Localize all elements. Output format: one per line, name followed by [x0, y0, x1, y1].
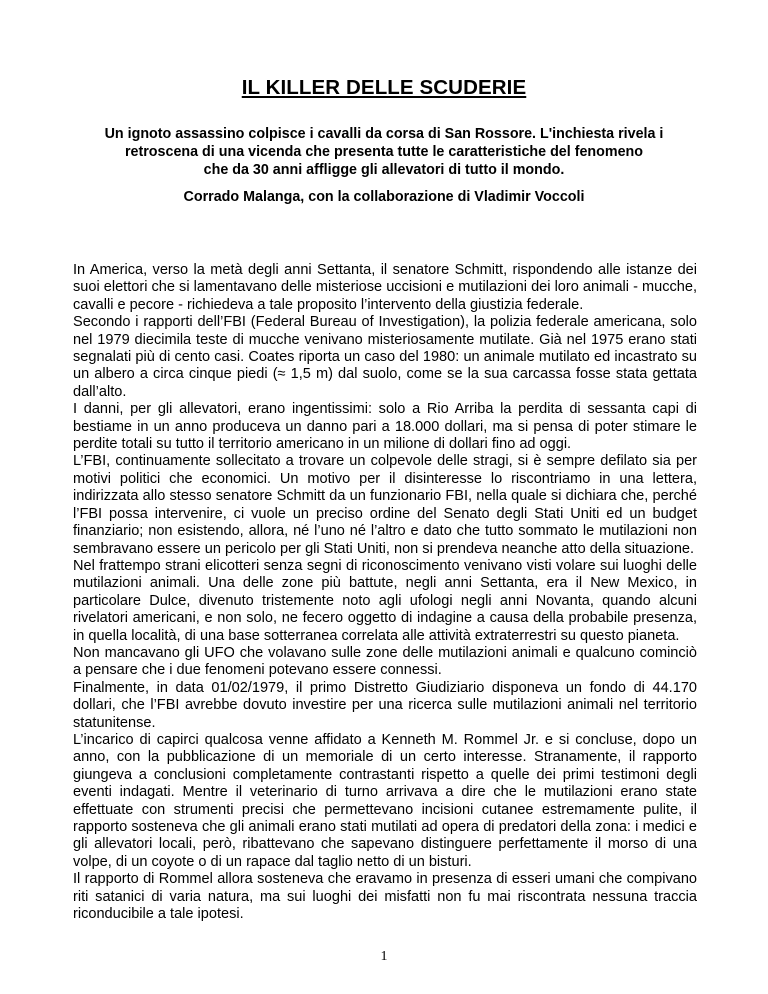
body-paragraph: Nel frattempo strani elicotteri senza segni di riconoscimento venivano visti volare sui luoghi delle mutilazioni animali. Una delle zone più battute, negli anni Settanta, era il New Mexico, in particolare Dulce, divenuto tristemente noto agli ufologi negli anni Novanta, quando alcuni rivelatori americani, e non solo, ne fecero oggetto di indagine a causa della probabile presenza, in quella località, di una base sotterranea correlata alle attività extraterrestri su questo pianeta. [73, 557, 697, 644]
subtitle-line: Un ignoto assassino colpisce i cavalli da corsa di San Rossore. L'inchiesta rivela i [104, 126, 664, 142]
body-paragraph: L’incarico di capirci qualcosa venne affidato a Kenneth M. Rommel Jr. e si concluse, dopo un anno, con la pubblicazione di un memoriale di un certo interesse. Stranamente, il rapporto giungeva a conclusioni completamente contrastanti rispetto a quelle dei primi testimoni degli eventi indagati. Mentre il veterinario di turno arrivava a dire che le mutilazioni erano state effettuate con strumenti precisi che permettevano incisioni cutanee estremamente pulite, il rapporto sosteneva che gli animali erano stati mutilati ad opera di predatori della zona: i medici e gli allevatori locali, però, ribattevano che sapevano distinguere perfettamente il morso di una volpe, di un coyote o di un rapace dal taglio netto di un bisturi. [73, 731, 697, 870]
document-title: IL KILLER DELLE SCUDERIE [241, 76, 527, 99]
body-paragraph: Finalmente, in data 01/02/1979, il primo Distretto Giudiziario disponeva un fondo di 44.170 dollari, che l’FBI avrebbe dovuto investire per una ricerca sulle mutilazioni animali nel territorio statunitense. [73, 679, 697, 731]
document-body [73, 262, 697, 923]
subtitle-line: retroscena di una vicenda che presenta tutte le caratteristiche del fenomeno [124, 144, 644, 160]
page-number: 1 [380, 949, 388, 964]
body-paragraph: Non mancavano gli UFO che volavano sulle zone delle mutilazioni animali e qualcuno cominciò a pensare che i due fenomeni potevano essere connessi. [73, 644, 697, 679]
document-author: Corrado Malanga, con la collaborazione di Vladimir Voccoli [183, 189, 585, 205]
body-paragraph: Secondo i rapporti dell’FBI (Federal Bureau of Investigation), la polizia federale americana, solo nel 1979 diecimila teste di mucche venivano misteriosamente mutilate. Già nel 1975 erano stati segnalati più di cento casi. Coates riporta un caso del 1980: un animale mutilato ed incastrato su un albero a circa cinque piedi (≈ 1,5 m) dal suolo, come se la sua carcassa fosse stata gettata dall’alto. [73, 314, 697, 400]
body-paragraph: In America, verso la metà degli anni Settanta, il senatore Schmitt, rispondendo alle istanze dei suoi elettori che si lamentavano delle misteriose uccisioni e mutilazioni dei loro animali - mucche, cavalli e pecore - richiedeva a tale proposito l’intervento della giustizia federale. [73, 262, 697, 313]
body-paragraph: L’FBI, continuamente sollecitato a trovare un colpevole delle stragi, si è sempre defilato sia per motivi politici che economici. Un motivo per il disinteresse lo riscontriamo in una lettera, indirizzata allo stesso senatore Schmitt da un funzionario FBI, nella quale si dichiara che, perché l’FBI possa intervenire, ci vuole un preciso ordine del Senato degli Stati Uniti ed un budget finanziario; non esistendo, allora, né l’uno né l’altro e dato che tutto sommato le mutilazioni non sembravano essere un pericolo per gli Stati Uniti, non si prendeva neanche atto della situazione. [73, 453, 697, 557]
subtitle-line: che da 30 anni affligge gli allevatori di tutto il mondo. [203, 162, 565, 178]
body-paragraph: Il rapporto di Rommel allora sosteneva che eravamo in presenza di esseri umani che compivano riti satanici di varia natura, ma sui luoghi dei misfatti non fu mai riscontrata nessuna traccia riconducibile a tale ipotesi. [73, 871, 697, 923]
body-paragraph: I danni, per gli allevatori, erano ingentissimi: solo a Rio Arriba la perdita di sessanta capi di bestiame in un anno produceva un danno pari a 18.000 dollari, ma si pensa di poter stimare le perdite totali su tutto il territorio americano in un milione di dollari fino ad oggi. [73, 401, 697, 453]
document-subtitle [60, 125, 708, 179]
